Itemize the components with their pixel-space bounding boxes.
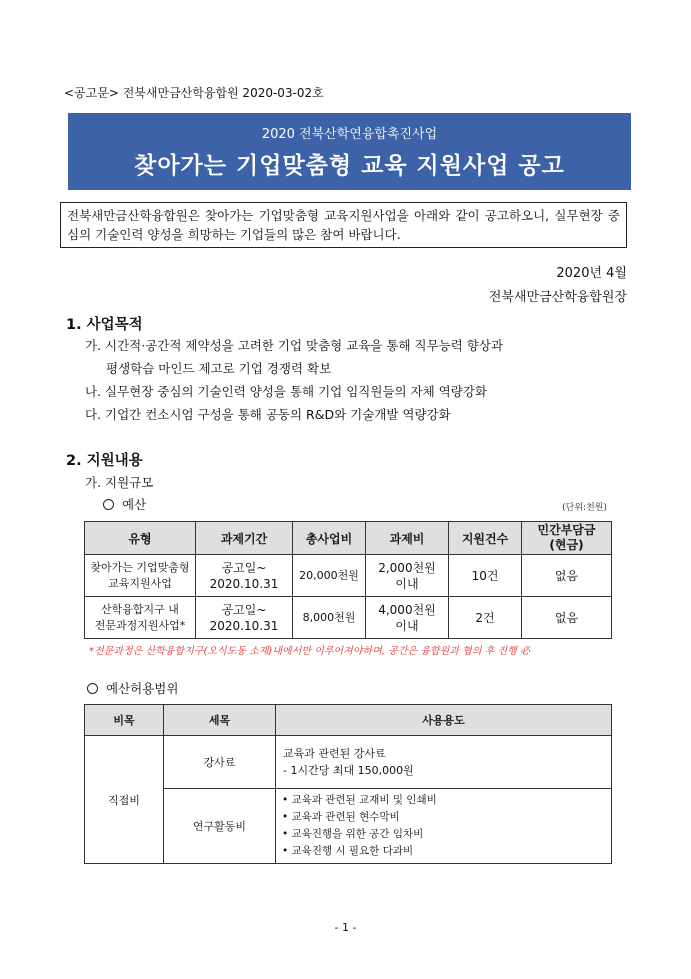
section2-heading: 2. 지원내용 <box>66 453 143 469</box>
table-header-row <box>85 522 612 555</box>
issuer-name: 전북새만금산학융합원장 <box>488 290 627 305</box>
table-cell: 연구활동비 <box>164 789 276 864</box>
purpose-item-a: 가. 시간적·공간적 제약성을 고려한 기업 맞춤형 교육을 통해 직무능력 향상과 <box>85 338 504 353</box>
table-cell: 8,000천원 <box>293 597 366 639</box>
notice-number: <공고문> 전북새만금산학융합원 2020-03-02호 <box>64 86 324 100</box>
table-cell: 2건 <box>449 597 522 639</box>
budget-table <box>84 521 612 639</box>
use-line: - 1시간당 최대 150,000원 <box>283 764 414 777</box>
table-cell <box>276 736 612 789</box>
budget-footnote: *전문과정은 산학융합지구(오식도동 소재)내에서만 이루어져야하며, 공간은 융합원과 협의 후 진행 必 <box>89 646 530 657</box>
table-cell: 공고일~ 2020.10.31 <box>196 597 293 639</box>
purpose-item-c: 다. 기업간 컨소시엄 구성을 통해 공동의 R&D와 기술개발 역량강화 <box>85 407 451 422</box>
budget-label <box>103 495 146 513</box>
support-scale-heading: 가. 지원규모 <box>85 475 154 490</box>
table-header-cell: 지원건수 <box>449 522 522 555</box>
section1-heading: 1. 사업목적 <box>66 317 143 333</box>
title-banner <box>68 113 631 190</box>
table-cell: 20,000천원 <box>293 555 366 597</box>
table-cell: 찾아가는 기업맞춤형 교육지원사업 <box>85 555 196 597</box>
scope-label-text: 예산허용범위 <box>106 681 179 696</box>
scope-table <box>84 704 612 864</box>
use-line: • 교육과 관련된 교재비 및 인쇄비 <box>282 794 437 806</box>
table-cell: 직접비 <box>85 736 164 864</box>
table-cell: 없음 <box>522 555 612 597</box>
table-header-cell: 세목 <box>164 705 276 736</box>
table-cell: 강사료 <box>164 736 276 789</box>
table-cell: 없음 <box>522 597 612 639</box>
use-line: • 교육과 관련된 현수막비 <box>282 811 400 823</box>
table-cell: 2,000천원 이내 <box>366 555 449 597</box>
intro-box: 전북새만금산학융합원은 찾아가는 기업맞춤형 교육지원사업을 아래와 같이 공고하오니, 실무현장 중심의 기술인력 양성을 희망하는 기업들의 많은 참여 바랍니다. <box>60 202 627 248</box>
table-row <box>85 555 612 597</box>
table-row <box>85 789 612 864</box>
scope-label <box>87 679 178 697</box>
budget-label-text: 예산 <box>122 497 147 512</box>
table-row <box>85 736 612 789</box>
circle-bullet-icon <box>87 683 98 694</box>
table-header-cell: 비목 <box>85 705 164 736</box>
use-line: 교육과 관련된 강사료 <box>283 747 386 760</box>
table-cell: 공고일~ 2020.10.31 <box>196 555 293 597</box>
table-cell: 산학융합지구 내 전문과정지원사업* <box>85 597 196 639</box>
notice-date: 2020년 4월 <box>556 266 627 281</box>
circle-bullet-icon <box>103 499 114 510</box>
purpose-item-b: 나. 실무현장 중심의 기술인력 양성을 통해 기업 임직원들의 자체 역량강화 <box>85 384 487 399</box>
unit-label: (단위:천원) <box>562 503 607 513</box>
table-header-cell: 사용용도 <box>276 705 612 736</box>
table-cell: 10건 <box>449 555 522 597</box>
purpose-item-a-cont: 평생학습 마인드 제고로 기업 경쟁력 확보 <box>106 361 332 376</box>
table-header-row <box>85 705 612 736</box>
table-cell: 4,000천원 이내 <box>366 597 449 639</box>
use-line: • 교육진행 시 필요한 다과비 <box>282 845 414 857</box>
table-row <box>85 597 612 639</box>
table-header-cell: 과제비 <box>366 522 449 555</box>
table-cell <box>276 789 612 864</box>
banner-subtitle: 2020 전북산학연융합촉진사업 <box>261 127 438 142</box>
page-title: 찾아가는 기업맞춤형 교육 지원사업 공고 <box>134 153 565 179</box>
table-header-cell: 과제기간 <box>196 522 293 555</box>
page-number: - 1 - <box>334 921 357 934</box>
table-header-cell: 민간부담금 (현금) <box>522 522 612 555</box>
table-header-cell: 유형 <box>85 522 196 555</box>
use-line: • 교육진행을 위한 공간 임차비 <box>282 828 424 840</box>
table-header-cell: 총사업비 <box>293 522 366 555</box>
